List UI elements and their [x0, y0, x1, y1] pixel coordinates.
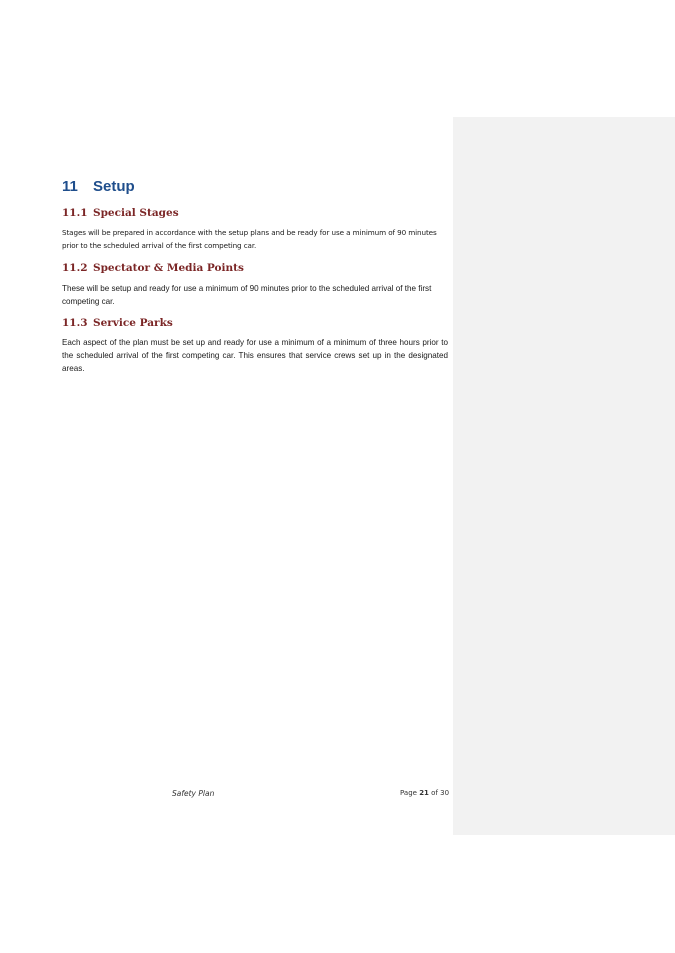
subsection-number: 11.1 [62, 207, 88, 219]
footer-total-pages: 30 [440, 789, 450, 797]
paragraph-service-parks: Each aspect of the plan must be set up and ready for use a minimum of a minimum of three hours prior to the scheduled arrival of the first competing car. This ensures that service crews set up in the designated areas. [62, 338, 448, 373]
subsection-title: Spectator & Media Points [93, 262, 244, 274]
subsection-heading-service-parks [62, 317, 173, 329]
comment-margin-pane [453, 117, 675, 835]
subsection-title: Service Parks [93, 317, 173, 329]
section-title: Setup [93, 178, 135, 195]
subsection-heading-special-stages [62, 207, 179, 219]
paragraph-spectator-media: These will be setup and ready for use a minimum of 90 minutes prior to the scheduled arrival of the first competing car. [62, 284, 432, 306]
subsection-heading-spectator-media [62, 262, 244, 274]
subsection-title: Special Stages [93, 207, 179, 219]
subsection-number: 11.2 [62, 262, 88, 274]
paragraph-special-stages: Stages will be prepared in accordance with the setup plans and be ready for use a minimum of 90 minutes prior to the scheduled arrival of the first competing car. [62, 228, 437, 250]
footer-document-title: Safety Plan [172, 789, 215, 798]
footer-page-number [400, 789, 449, 797]
subsection-number: 11.3 [62, 317, 88, 329]
footer-of-label: of [431, 789, 438, 797]
section-heading [62, 178, 135, 195]
footer-page-label: Page [400, 789, 417, 797]
footer-current-page: 21 [419, 789, 429, 797]
section-number: 11 [62, 178, 78, 195]
